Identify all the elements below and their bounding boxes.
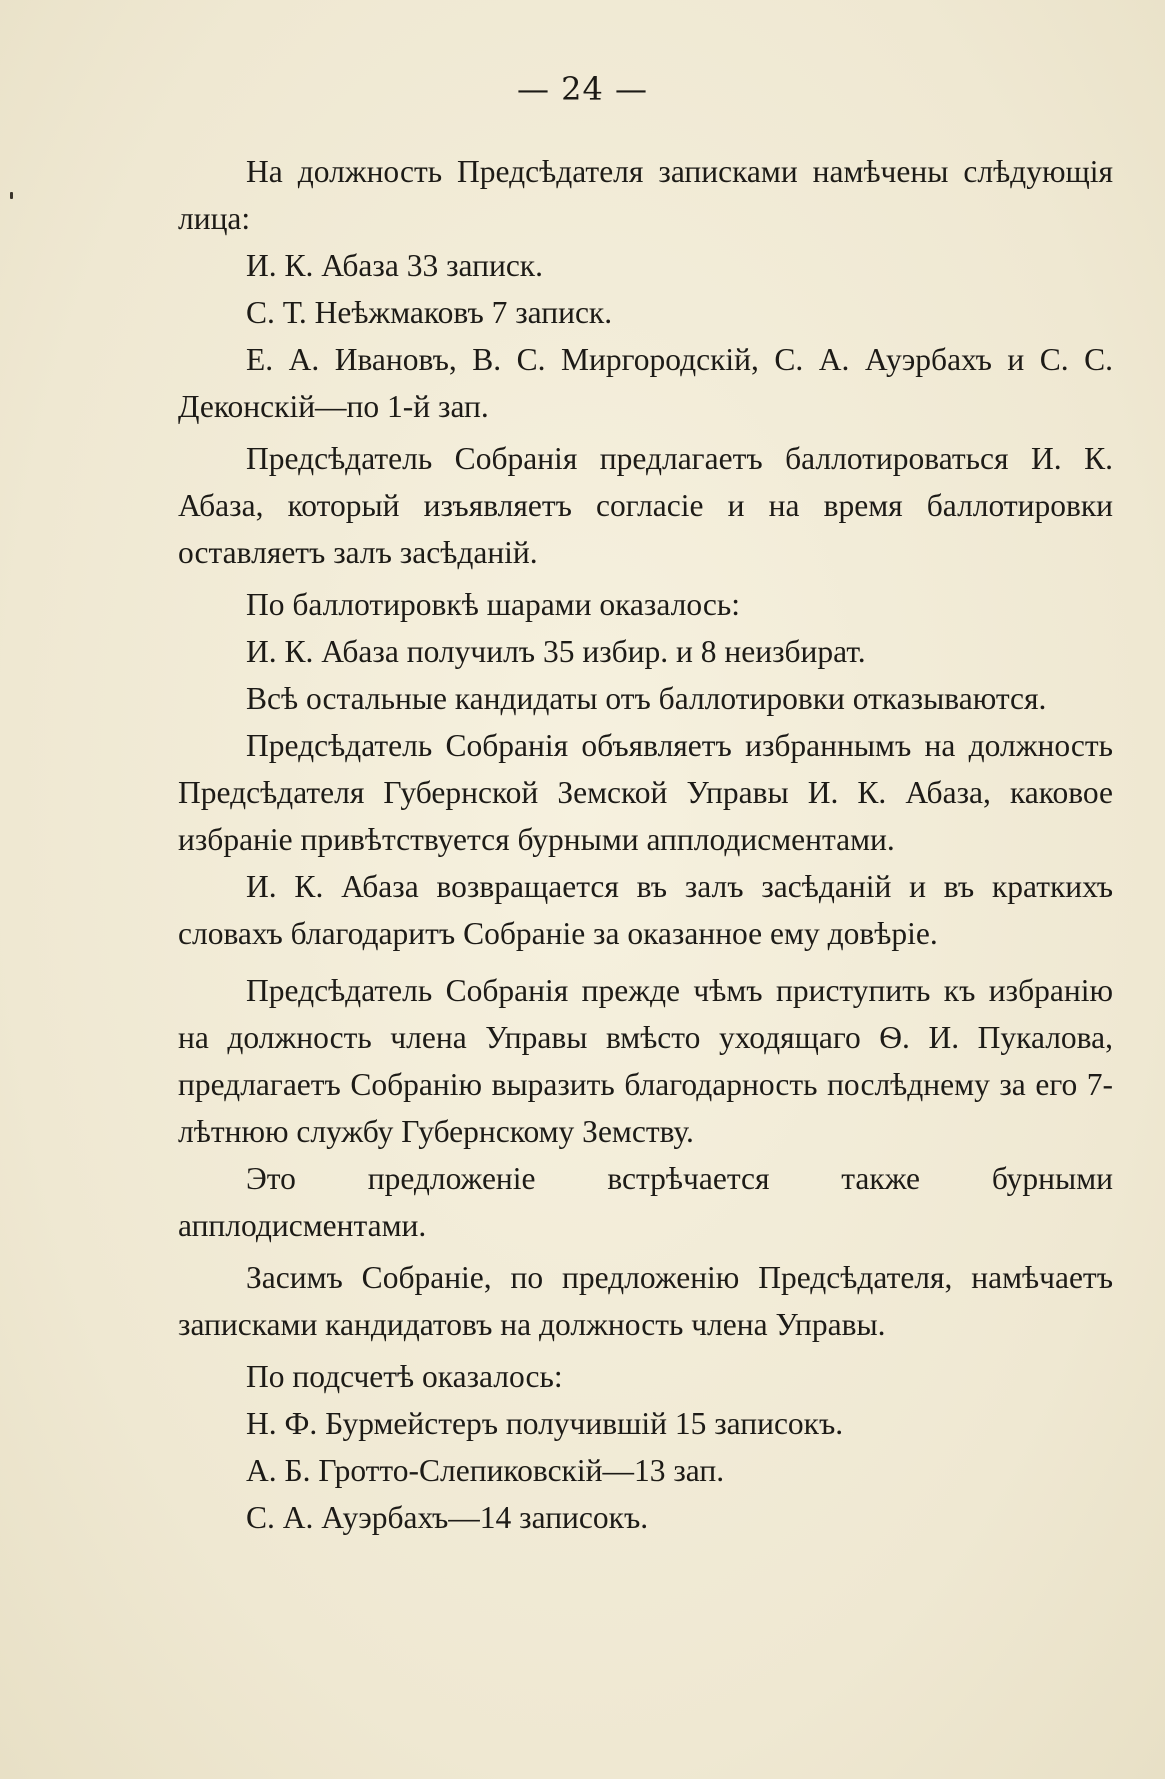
paragraph: И. К. Абаза 33 записк. — [246, 248, 543, 283]
margin-speck — [10, 192, 13, 199]
paragraph: По подсчетѣ оказалось: — [246, 1359, 563, 1394]
paragraph: На должность Предсѣдателя записками намѣчены слѣдующія лица: — [178, 154, 1113, 236]
paragraph: Всѣ остальные кандидаты отъ баллотировки отказываются. — [246, 681, 1047, 716]
paragraph: Н. Ф. Бурмейстеръ получившій 15 записокъ. — [246, 1406, 844, 1441]
body-text — [178, 148, 1113, 1541]
paragraph: И. К. Абаза возвращается въ залъ засѣданій и въ краткихъ словахъ благодаритъ Собраніе за оказанное ему довѣріе. — [178, 869, 1113, 951]
paragraph: А. Б. Гротто-Слепиковскій—13 зап. — [246, 1453, 725, 1488]
paragraph: Е. А. Ивановъ, В. С. Миргородскій, С. А. Ауэрбахъ и С. С. Деконскій—по 1-й зап. — [178, 342, 1113, 424]
paragraph: Предсѣдатель Собранія предлагаетъ баллотироваться И. К. Абаза, который изъявляетъ согласіе и на время баллотировки оставляетъ залъ засѣданій. — [178, 441, 1113, 570]
paragraph: Это предложеніе встрѣчается также бурными апплодисментами. — [178, 1161, 1113, 1243]
page-number: — 24 — — [516, 70, 649, 108]
paragraph: С. А. Ауэрбахъ—14 записокъ. — [246, 1500, 649, 1535]
paragraph: Предсѣдатель Собранія прежде чѣмъ приступить къ избранію на должность члена Управы вмѣсто уходящаго Ѳ. И. Пукалова, предлагаетъ Собранію выразить благодарность послѣднему за его 7-лѣтнюю службу Губернскому Земству. — [178, 973, 1113, 1149]
paragraph: С. Т. Неѣжмаковъ 7 записк. — [246, 295, 613, 330]
paragraph: Засимъ Собраніе, по предложенію Предсѣдателя, намѣчаетъ записками кандидатовъ на должность члена Управы. — [178, 1260, 1113, 1342]
paragraph: И. К. Абаза получилъ 35 избир. и 8 неизбират. — [246, 634, 866, 669]
paragraph: Предсѣдатель Собранія объявляетъ избраннымъ на должность Предсѣдателя Губернской Земской Управы И. К. Абаза, каковое избраніе привѣтствуется бурными апплодисментами. — [178, 728, 1113, 857]
paragraph: По баллотировкѣ шарами оказалось: — [246, 587, 740, 622]
